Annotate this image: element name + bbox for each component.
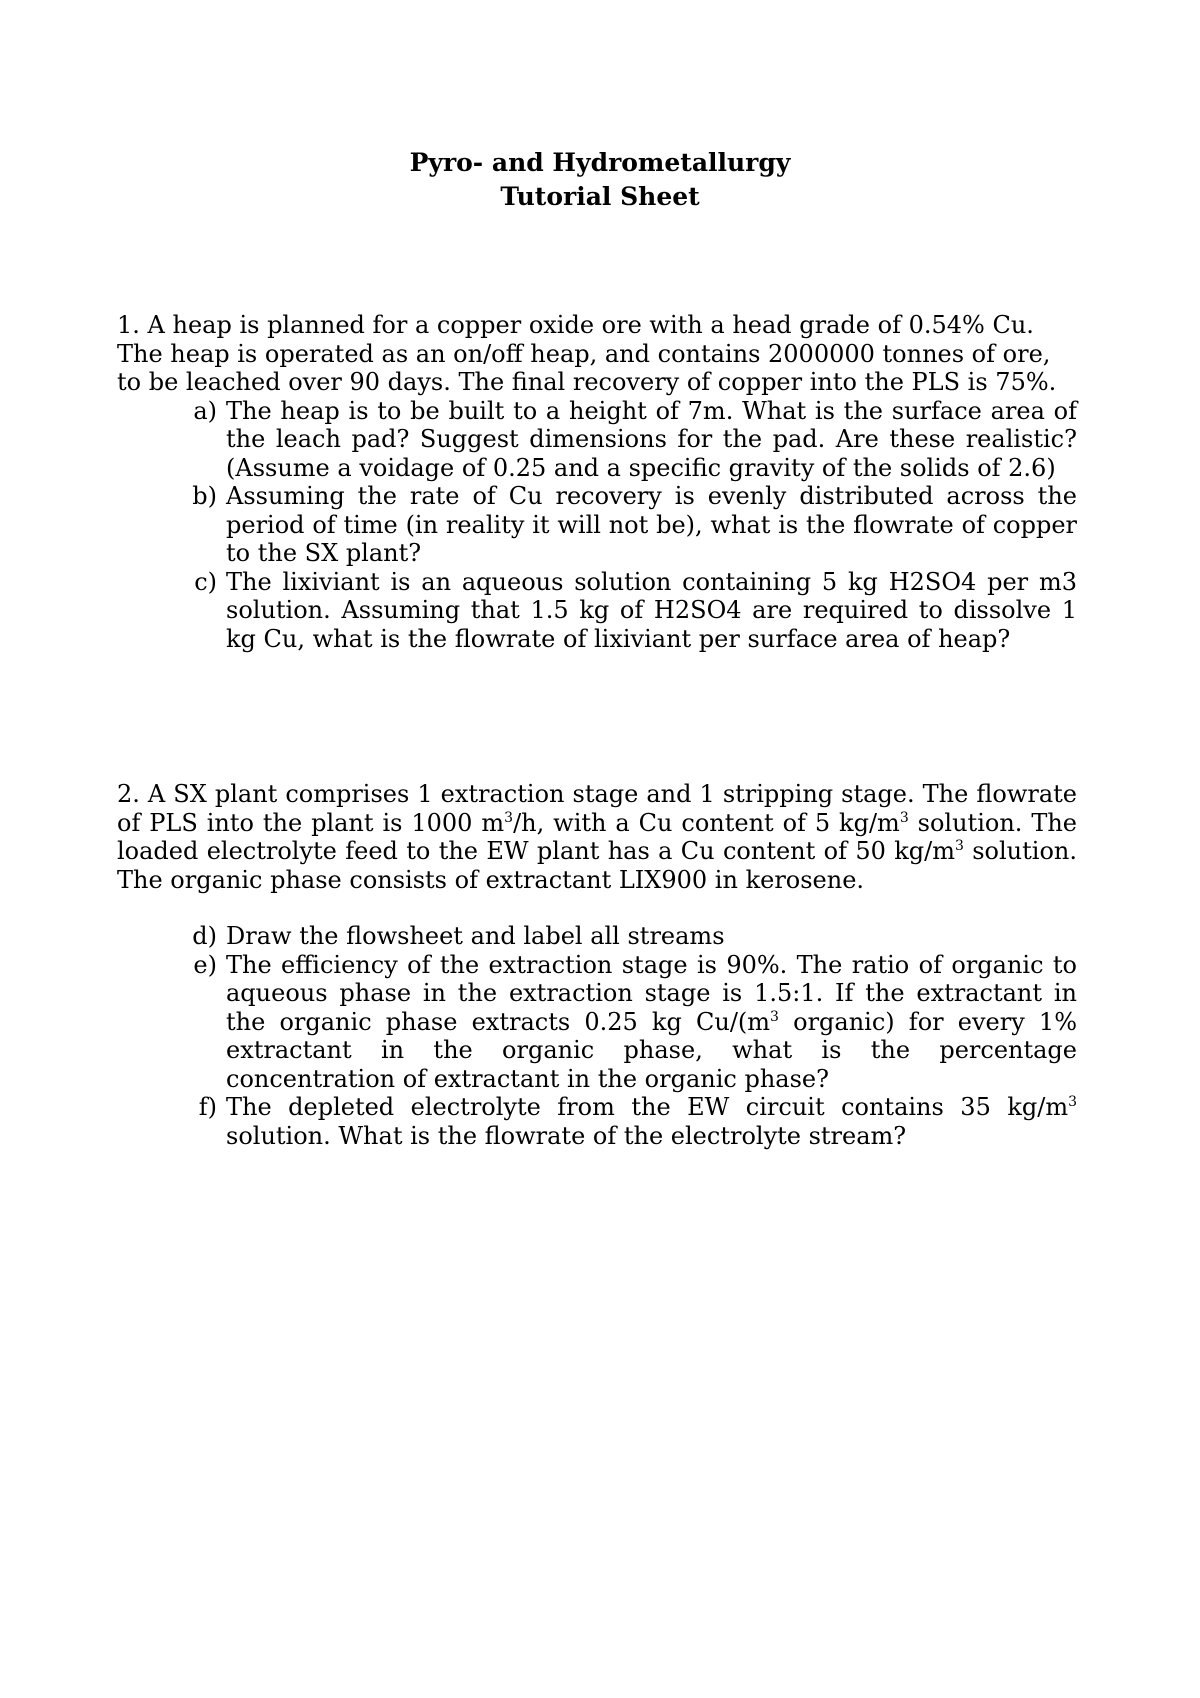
part-c bbox=[117, 568, 1077, 654]
part-text-segment: solution. What is the flowrate of the electrolyte stream? bbox=[226, 1121, 907, 1150]
superscript: 3 bbox=[899, 809, 909, 826]
intro-text: 2. A SX plant comprises 1 extraction stage and 1 stripping stage. The flowrate of PLS into the plant is 1000 m bbox=[117, 780, 1077, 837]
part-f bbox=[117, 1093, 1077, 1150]
part-text: The heap is to be built to a height of 7m. What is the surface area of the leach pad? Suggest dimensions for the pad. Are these realistic? (Assume a voidage of 0.25 and a specific gravity of the solids of 2.6) bbox=[226, 396, 1077, 482]
intro-text: /h, with a Cu content of 5 kg/m bbox=[513, 808, 900, 837]
superscript: 3 bbox=[770, 1008, 779, 1025]
intro-text: solution. The organic phase consists of extractant LIX900 in kerosene. bbox=[117, 837, 1077, 894]
part-label: f) bbox=[198, 1093, 217, 1121]
question-2-parts bbox=[117, 922, 1077, 1150]
intro-text: solution. The loaded electrolyte feed to the EW plant has a Cu content of 50 kg/m bbox=[117, 808, 1078, 865]
question-2 bbox=[117, 780, 1077, 1150]
part-e bbox=[117, 951, 1077, 1094]
superscript: 3 bbox=[954, 838, 964, 854]
part-text-segment: The efficiency of the extraction stage is 90%. The ratio of organic to aqueous phase in the extraction stage is 1.5:1. If the extractant in the organic phase extracts 0.25 kg Cu/(m bbox=[226, 950, 1077, 1036]
part-d bbox=[117, 922, 1077, 951]
part-b bbox=[117, 482, 1077, 568]
part-label: a) bbox=[193, 396, 217, 425]
question-1 bbox=[117, 311, 1077, 653]
part-label: d) bbox=[192, 922, 217, 950]
superscript: 3 bbox=[504, 809, 514, 826]
question-2-intro bbox=[117, 780, 1077, 894]
question-1-intro: 1. A heap is planned for a copper oxide ore with a head grade of 0.54% Cu. The heap is operated as an on/off heap, and contains 2000000 tonnes of ore, to be leached over 90 days. The final recovery of copper into the PLS is 75%. bbox=[117, 311, 1057, 396]
part-label: b) bbox=[192, 482, 217, 510]
part-text: Assuming the rate of Cu recovery is evenly distributed across the period of time (in reality it will not be), what is the flowrate of copper to the SX plant? bbox=[226, 482, 1077, 567]
part-text bbox=[226, 951, 1077, 1094]
part-label: e) bbox=[193, 950, 217, 979]
part-a bbox=[117, 397, 1077, 483]
part-text-segment: The depleted electrolyte from the EW circuit contains 35 kg/m bbox=[226, 1093, 1069, 1121]
part-label: c) bbox=[194, 567, 217, 596]
document-subtitle: Tutorial Sheet bbox=[500, 182, 700, 211]
part-text bbox=[226, 1093, 1077, 1150]
part-text-segment: organic) for every 1% extractant in the organic phase, what is the percentage concentration of extractant in the organic phase? bbox=[226, 1007, 1077, 1093]
part-text: Draw the flowsheet and label all streams bbox=[226, 922, 725, 950]
document-title: Pyro- and Hydrometallurgy bbox=[409, 148, 791, 177]
part-text: The lixiviant is an aqueous solution containing 5 kg H2SO4 per m3 solution. Assuming that 1.5 kg of H2SO4 are required to dissolve 1 kg Cu, what is the flowrate of lixiviant per surface area of heap? bbox=[226, 567, 1077, 653]
title-block bbox=[0, 146, 1200, 214]
spacer bbox=[117, 894, 1077, 922]
superscript: 3 bbox=[1068, 1094, 1077, 1110]
question-1-parts bbox=[117, 397, 1077, 654]
